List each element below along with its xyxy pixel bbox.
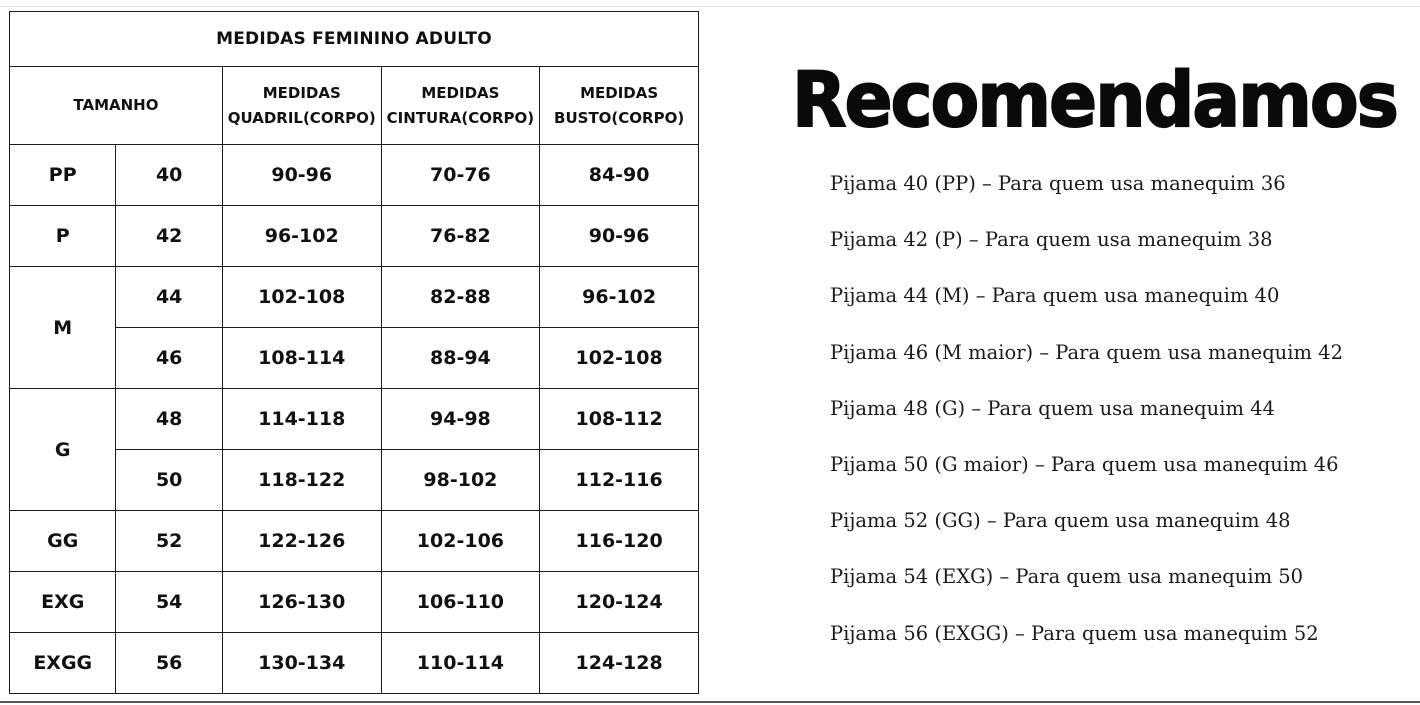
quadril-cell: 130-134	[222, 633, 381, 694]
table-row	[10, 389, 699, 450]
header-tamanho: TAMANHO	[10, 67, 223, 145]
quadril-cell: 122-126	[222, 511, 381, 572]
recommend-title: Recomendamos	[792, 55, 1397, 144]
cintura-cell: 98-102	[381, 450, 540, 511]
list-item: Pijama 46 (M maior) – Para quem usa manequim 42	[830, 340, 1343, 364]
number-cell: 54	[116, 572, 222, 633]
busto-cell: 116-120	[540, 511, 699, 572]
number-cell: 52	[116, 511, 222, 572]
header-busto-line2: BUSTO(CORPO)	[554, 108, 685, 127]
quadril-cell: 108-114	[222, 328, 381, 389]
list-item: Pijama 40 (PP) – Para quem usa manequim 36	[830, 172, 1286, 195]
cintura-cell: 76-82	[381, 206, 540, 267]
header-busto	[540, 67, 699, 145]
number-cell: 44	[116, 267, 222, 328]
table-row	[10, 572, 699, 633]
quadril-cell: 118-122	[222, 450, 381, 511]
list-item: Pijama 50 (G maior) – Para quem usa manequim 46	[830, 452, 1339, 476]
quadril-cell: 126-130	[222, 572, 381, 633]
table-row	[10, 511, 699, 572]
busto-cell: 96-102	[540, 267, 699, 328]
table-title: MEDIDAS FEMININO ADULTO	[10, 12, 699, 67]
list-item: Pijama 42 (P) – Para quem usa manequim 38	[830, 228, 1273, 252]
number-cell: 40	[116, 145, 222, 206]
cintura-cell: 88-94	[381, 328, 540, 389]
table-row	[10, 267, 699, 328]
quadril-cell: 102-108	[222, 267, 381, 328]
size-cell: G	[10, 389, 116, 511]
cintura-cell: 70-76	[381, 145, 540, 206]
table-row	[10, 206, 699, 267]
number-cell: 48	[116, 389, 222, 450]
number-cell: 50	[116, 450, 222, 511]
header-cintura-line2: CINTURA(CORPO)	[386, 108, 535, 127]
table-row	[10, 145, 699, 206]
busto-cell: 108-112	[540, 389, 699, 450]
cintura-cell: 82-88	[381, 267, 540, 328]
recommend-list	[830, 170, 1343, 676]
list-item: Pijama 52 (GG) – Para quem usa manequim 48	[830, 509, 1291, 533]
busto-cell: 124-128	[540, 633, 699, 694]
cintura-cell: 94-98	[381, 389, 540, 450]
busto-cell: 112-116	[540, 450, 699, 511]
header-cintura-line1: MEDIDAS	[421, 83, 500, 102]
size-cell: EXG	[10, 572, 116, 633]
number-cell: 46	[116, 328, 222, 389]
cintura-cell: 110-114	[381, 633, 540, 694]
size-cell: EXGG	[10, 633, 116, 694]
busto-cell: 102-108	[540, 328, 699, 389]
quadril-cell: 96-102	[222, 206, 381, 267]
list-item: Pijama 48 (G) – Para quem usa manequim 44	[830, 396, 1275, 420]
quadril-cell: 90-96	[222, 145, 381, 206]
size-chart-table	[9, 11, 699, 694]
number-cell: 56	[116, 633, 222, 694]
size-cell: PP	[10, 145, 116, 206]
quadril-cell: 114-118	[222, 389, 381, 450]
size-cell: GG	[10, 511, 116, 572]
size-cell: M	[10, 267, 116, 389]
cintura-cell: 102-106	[381, 511, 540, 572]
cintura-cell: 106-110	[381, 572, 540, 633]
table-row	[10, 633, 699, 694]
header-cintura	[381, 67, 540, 145]
busto-cell: 90-96	[540, 206, 699, 267]
list-item: Pijama 54 (EXG) – Para quem usa manequim 50	[830, 565, 1304, 589]
list-item: Pijama 56 (EXGG) – Para quem usa manequim 52	[830, 621, 1319, 645]
header-busto-line1: MEDIDAS	[580, 83, 659, 102]
header-quadril-line2: QUADRIL(CORPO)	[227, 108, 376, 127]
busto-cell: 84-90	[540, 145, 699, 206]
header-quadril-line1: MEDIDAS	[262, 83, 341, 102]
number-cell: 42	[116, 206, 222, 267]
bottom-divider	[0, 701, 1420, 703]
header-quadril	[222, 67, 381, 145]
size-cell: P	[10, 206, 116, 267]
top-divider	[0, 6, 1420, 7]
busto-cell: 120-124	[540, 572, 699, 633]
list-item: Pijama 44 (M) – Para quem usa manequim 40	[830, 284, 1280, 308]
